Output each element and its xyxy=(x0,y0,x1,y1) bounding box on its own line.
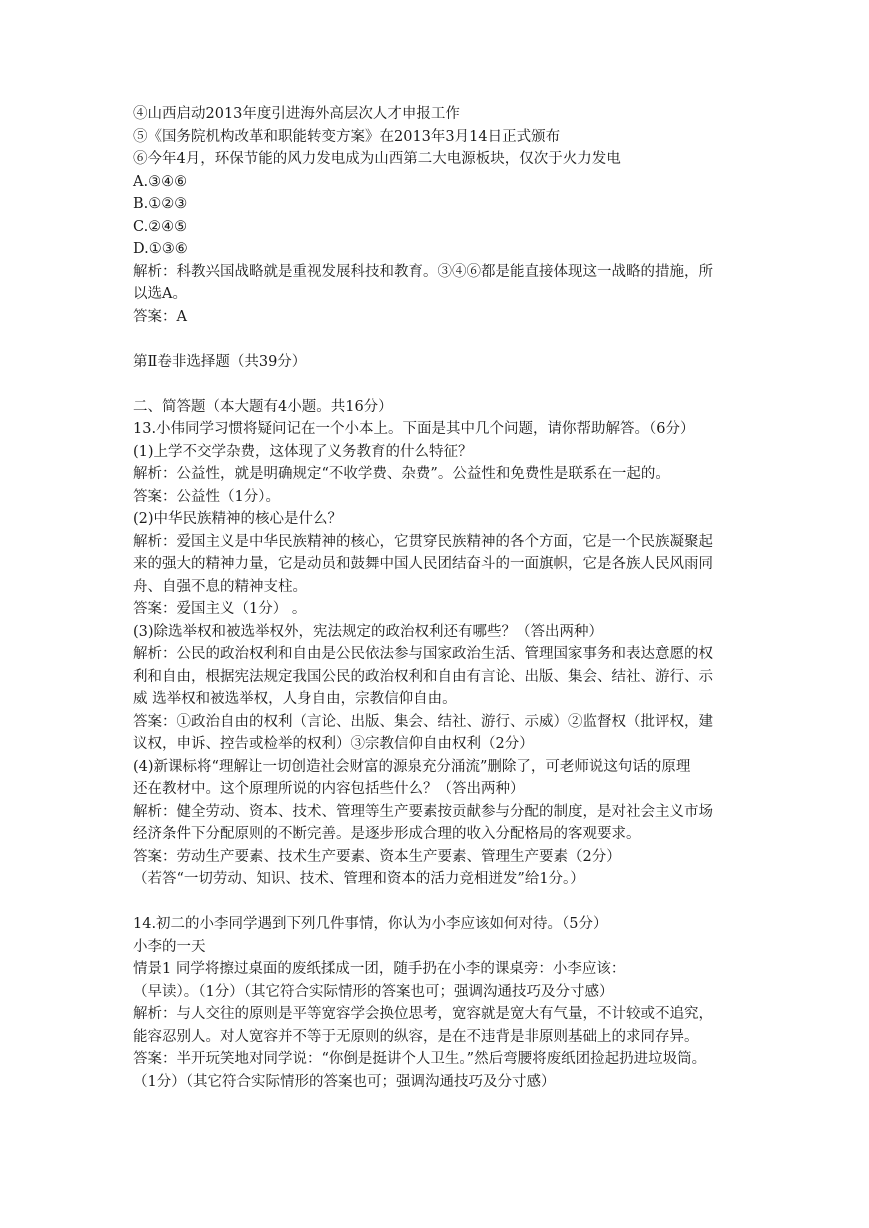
text-line: A.③④⑥ xyxy=(133,173,188,190)
text-line: 答案：公益性（1分）。 xyxy=(133,488,280,505)
text-line: 利和自由，根据宪法规定我国公民的政治权利和自由有言论、出版、集会、结社、游行、示 xyxy=(133,668,713,685)
text-line: 答案：劳动生产要素、技术生产要素、资本生产要素、管理生产要素（2分） xyxy=(133,848,621,865)
text-line: 还在教材中。这个原理所说的内容包括些什么？（答出两种） xyxy=(133,781,525,797)
blank-line xyxy=(133,373,743,396)
text-line: 经济条件下分配原则的不断完善。是逐步形成合理的收入分配格局的客观要求。 xyxy=(133,826,641,842)
text-line: 小李的一天 xyxy=(133,938,206,955)
text-line: 舟、自强不息的精神支柱。 xyxy=(133,578,307,595)
text-line: 答案：①政治自由的权利（言论、出版、集会、结社、游行、示威）②监督权（批评权，建 xyxy=(133,713,713,730)
text-line: 13.小伟同学习惯将疑问记在一个小本上。下面是其中几个问题，请你帮助解答。（6分） xyxy=(133,421,695,437)
text-line: 来的强大的精神力量，它是动员和鼓舞中国人民团结奋斗的一面旗帜，它是各族人民风雨同 xyxy=(133,556,713,572)
blank-line xyxy=(133,328,743,351)
text-line: D.①③⑥ xyxy=(133,241,188,257)
section-2-heading xyxy=(133,351,743,374)
text-line: 14.初二的小李同学遇到下列几件事情，你认为小李应该如何对待。（5分） xyxy=(133,916,608,932)
text-line: 以选A。 xyxy=(133,286,187,302)
text-line: （早读）。（1分）（其它符合实际情形的答案也可；强调沟通技巧及分寸感） xyxy=(133,983,614,1000)
question-12-tail xyxy=(133,103,743,328)
text-line: （1分）（其它符合实际情形的答案也可；强调沟通技巧及分寸感） xyxy=(133,1073,556,1090)
text-line: 解析：健全劳动、资本、技术、管理等生产要素按贡献参与分配的制度，是对社会主义市场 xyxy=(133,803,713,820)
text-line: B.①②③ xyxy=(133,196,188,212)
text-line: 解析：爱国主义是中华民族精神的核心，它贯穿民族精神的各个方面，它是一个民族凝聚起 xyxy=(133,533,713,550)
text-line: 解析：公益性，就是明确规定“不收学费、杂费”。公益性和免费性是联系在一起的。 xyxy=(133,466,670,482)
text-line: ⑤《国务院机构改革和职能转变方案》在2013年3月14日正式颁布 xyxy=(133,128,561,145)
text-line: 能容忍别人。对人宽容并不等于无原则的纵容，是在不违背是非原则基础上的求同存异。 xyxy=(133,1028,699,1045)
text-line: 答案：爱国主义（1分） 。 xyxy=(133,601,307,617)
text-line: 议权，申诉、控告或检举的权利）③宗教信仰自由权利（2分） xyxy=(133,736,534,752)
blank-line xyxy=(133,891,743,914)
text-line: 答案：半开玩笑地对同学说：“你倒是挺讲个人卫生。”然后弯腰将废纸团捡起扔进垃圾筒。 xyxy=(133,1051,707,1067)
document-content xyxy=(133,103,743,1093)
text-line: (4)新课标将“理解让一切创造社会财富的源泉充分涌流”删除了，可老师说这句话的原理 xyxy=(133,758,691,775)
text-line: 解析：与人交往的原则是平等宽容学会换位思考，宽容就是宽大有气量，不计较或不追究， xyxy=(133,1006,713,1022)
text-line: C.②④⑤ xyxy=(133,218,188,235)
text-line: (1)上学不交学杂费，这体现了义务教育的什么特征？ xyxy=(133,443,473,460)
text-line: 答案：A xyxy=(133,308,187,325)
text-line: ④山西启动2013年度引进海外高层次人才申报工作 xyxy=(133,106,460,122)
text-line: ⑥今年4月，环保节能的风力发电成为山西第二大电源板块，仅次于火力发电 xyxy=(133,151,621,167)
text-line: 威 选举权和被选举权，人身自由，宗教信仰自由。 xyxy=(133,691,457,707)
text-line: 解析：公民的政治权利和自由是公民依法参与国家政治生活、管理国家事务和表达意愿的权 xyxy=(133,646,713,662)
text-line: 第Ⅱ卷非选择题（共39分） xyxy=(133,353,307,370)
question-13-block xyxy=(133,396,743,891)
text-line: 二、简答题（本大题有4小题。共16分） xyxy=(133,398,393,415)
text-line: 情景1 同学将擦过桌面的废纸揉成一团，随手扔在小李的课桌旁：小李应该： xyxy=(133,961,626,977)
question-14-block xyxy=(133,913,743,1093)
text-line: （若答“一切劳动、知识、技术、管理和资本的活力竞相迸发”给1分。） xyxy=(133,871,585,887)
text-line: (3)除选举权和被选举权外，宪法规定的政治权利还有哪些？（答出两种） xyxy=(133,623,604,640)
text-line: 解析：科教兴国战略就是重视发展科技和教育。③④⑥都是能直接体现这一战略的措施，所 xyxy=(133,263,713,280)
text-line: (2)中华民族精神的核心是什么？ xyxy=(133,511,343,527)
